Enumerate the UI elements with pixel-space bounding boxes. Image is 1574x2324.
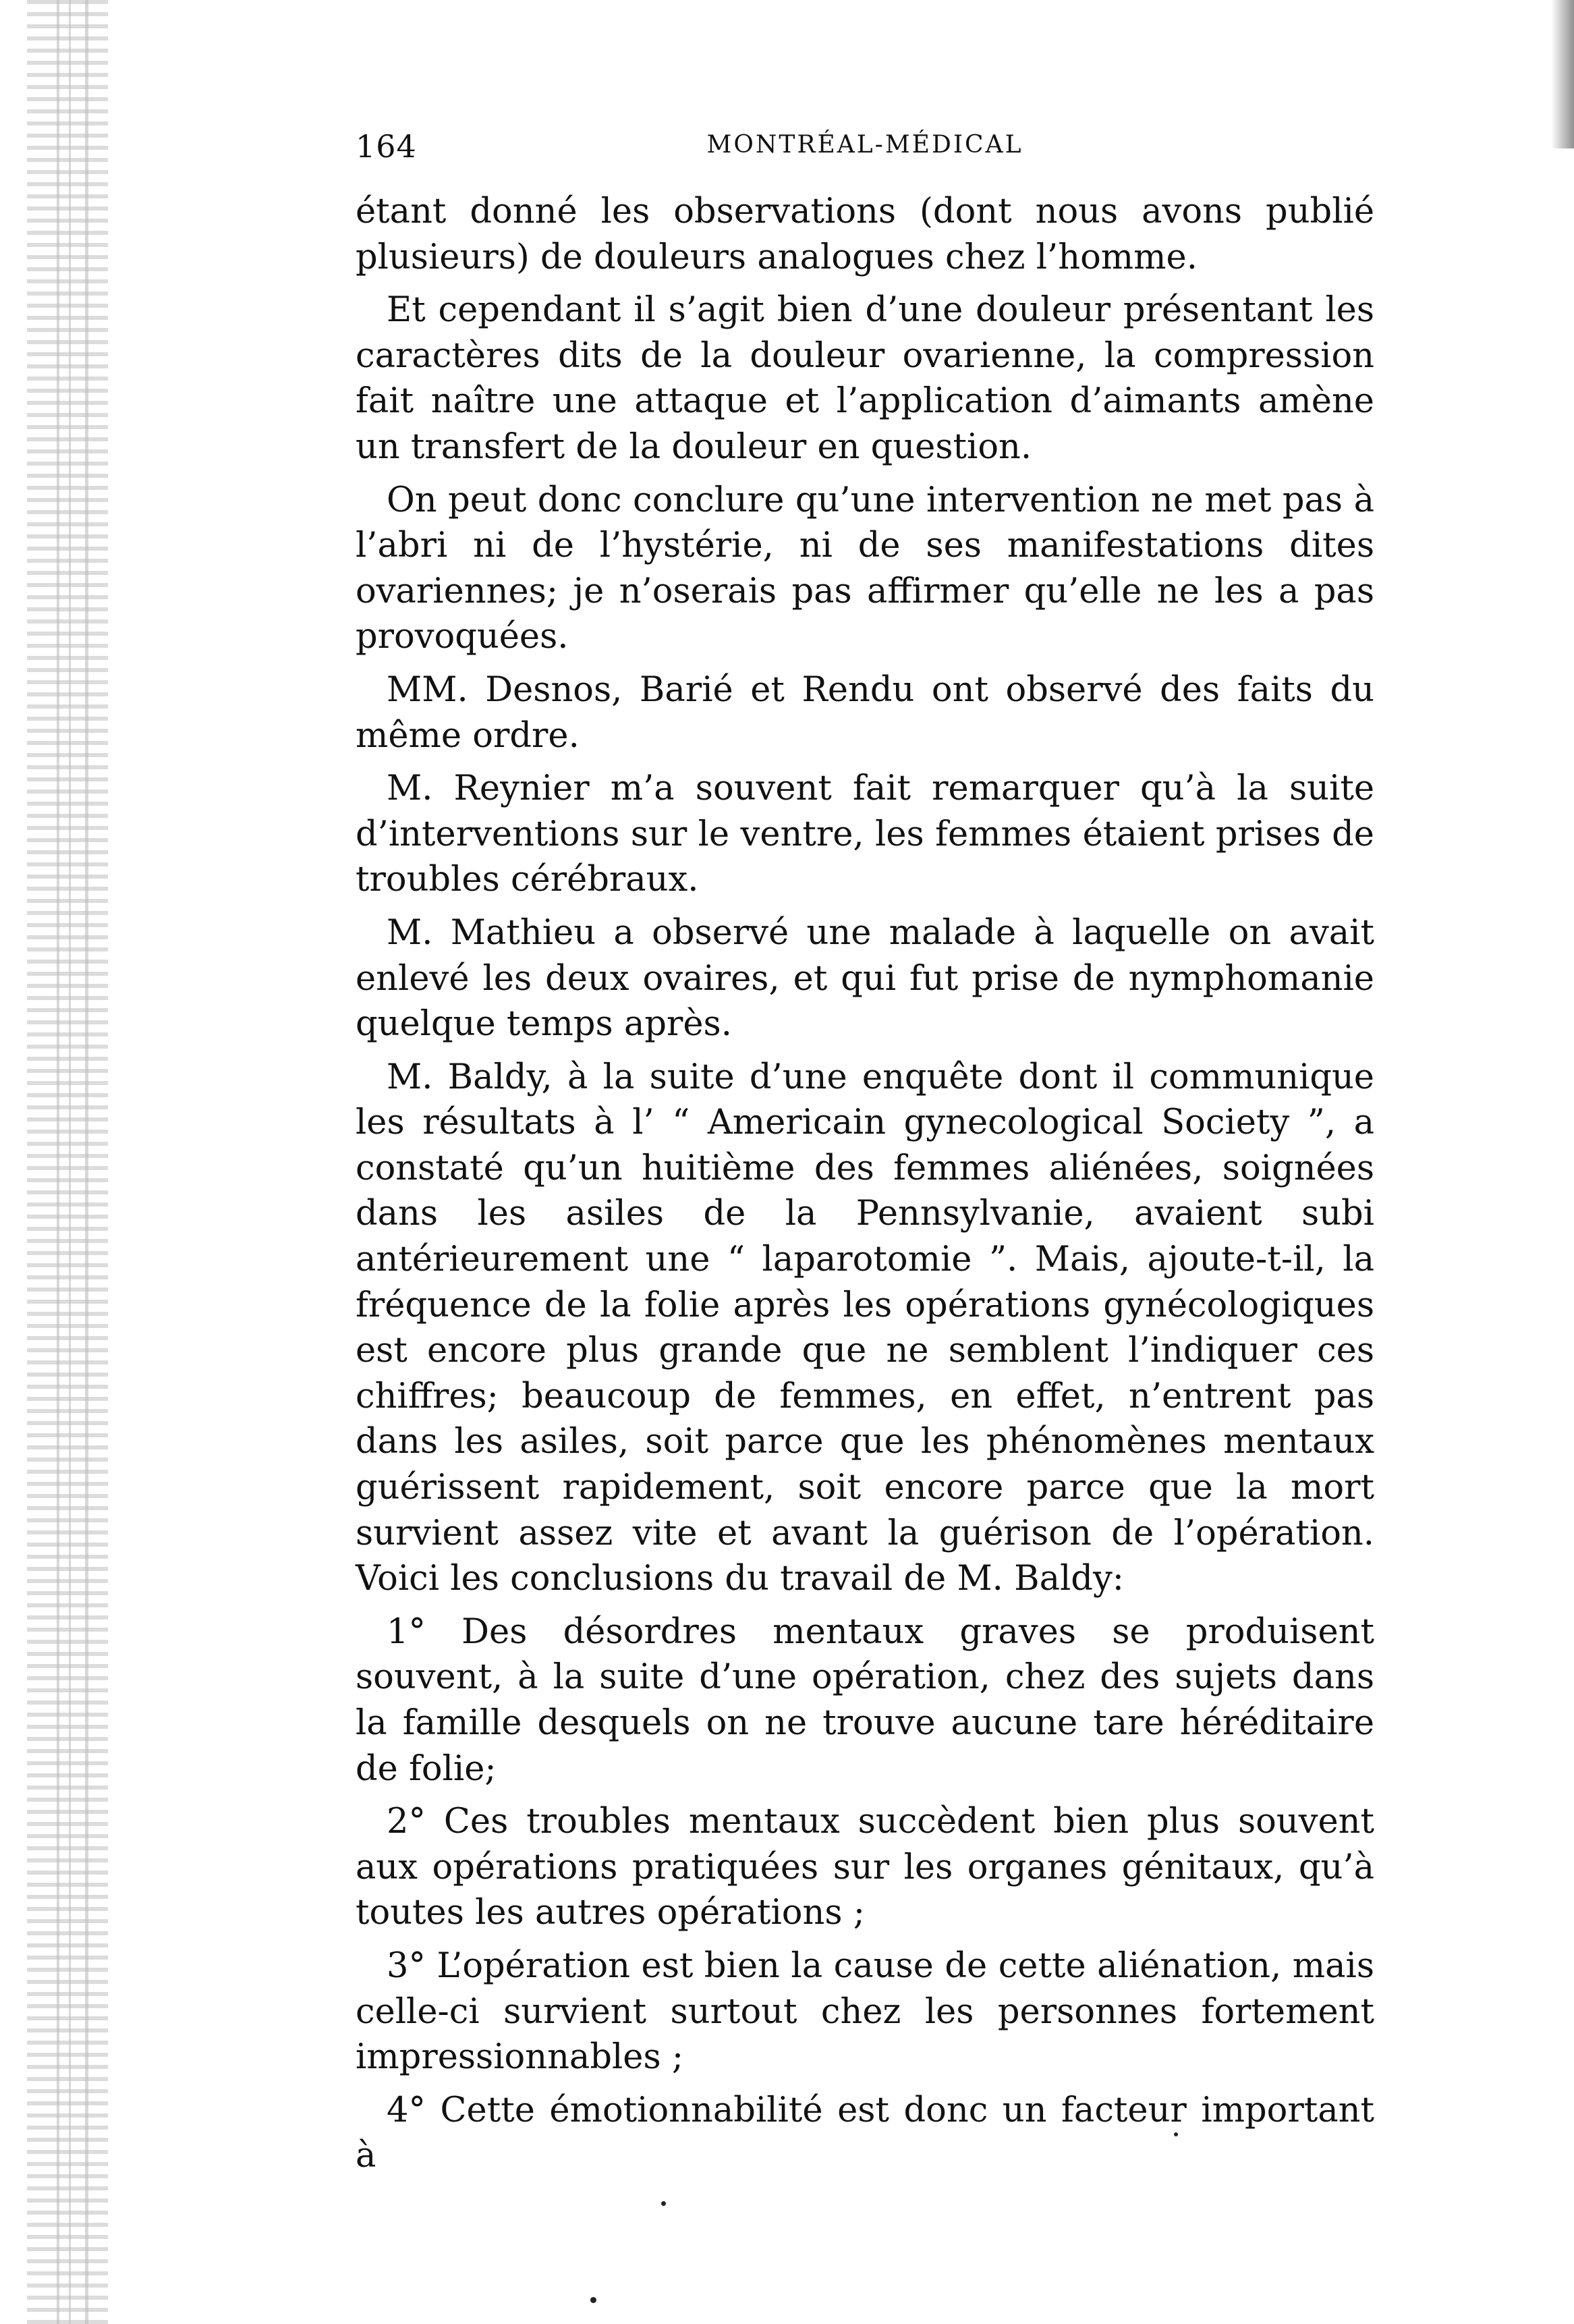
paragraph: Et cependant il s’agit bien d’une douleur présentant les caractères dits de la douleur ovarienne, la compression fait naître une attaque et l’application d’aimants amène un transfert de la douleur en question. [356,290,1374,467]
list-item: 1° Des désordres mentaux graves se produisent souvent, à la suite d’une opération, chez des sujets dans la famille desquels on ne trouve aucune tare héréditaire de folie; [356,1611,1374,1789]
speck [661,2201,666,2206]
paragraph: M. Baldy, à la suite d’une enquête dont il communique les résultats à l’ “ Americain gynecological Society ”, a constaté qu’un huitième des femmes aliénées, soignées dans les asiles de la Pennsylvanie, avaient subi antérieurement une “ laparotomie ”. Mais, ajoute-t-il, la fréquence de la folie après les opérations gynécologiques est encore plus grande que ne semblent l’indiquer ces chiffres; beaucoup de femmes, en effet, n’entrent pas dans les asiles, soit parce que les phénomènes mentaux guérissent rapidement, soit encore parce que la mort survient assez vite et avant la guérison de l’opération. Voici les conclusions du travail de M. Baldy: [356,1057,1374,1599]
paragraph: MM. Desnos, Barié et Rendu ont observé des faits du même ordre. [356,669,1374,756]
page-number: 164 [356,128,417,165]
paragraph: On peut donc conclure qu’une intervention ne met pas à l’abri ni de l’hystérie, ni de ses manifestations dites ovariennes; je n’oserais pas affirmer qu’elle ne les a pas provoquées. [356,480,1374,657]
scan-edge-right [1551,0,1574,148]
paragraph: M. Mathieu a observé une malade à laquelle on avait enlevé les deux ovaires, et qui fut prise de nymphomanie quelque temps après. [356,912,1374,1045]
paragraph: M. Reynier m’a souvent fait remarquer qu’à la suite d’interventions sur le ventre, les femmes étaient prises de troubles cérébraux. [356,769,1374,900]
body-text [356,189,1374,2179]
paragraph: étant donné les observations (dont nous avons publié plusieurs) de douleurs analogues chez l’homme. [356,192,1374,277]
page-header [356,128,1374,177]
page [356,128,1374,2176]
scan-edge-left [27,0,108,2324]
list-item: 3° L’opération est bien la cause de cette aliénation, mais celle-ci survient surtout chez les personnes fortement impressionnables ; [356,1945,1374,2078]
list-item: 4° Cette émotionnabilité est donc un facteur important à [356,2090,1374,2176]
speck [590,2297,596,2303]
list-item: 2° Ces troubles mentaux succèdent bien plus souvent aux opérations pratiquées sur les organes génitaux, qu’à toutes les autres opérations ; [356,1802,1374,1933]
scan-line [69,0,71,2324]
scan-line [57,0,59,2324]
scan-line [85,0,88,2324]
running-head: MONTRÉAL-MÉDICAL [706,131,1023,159]
